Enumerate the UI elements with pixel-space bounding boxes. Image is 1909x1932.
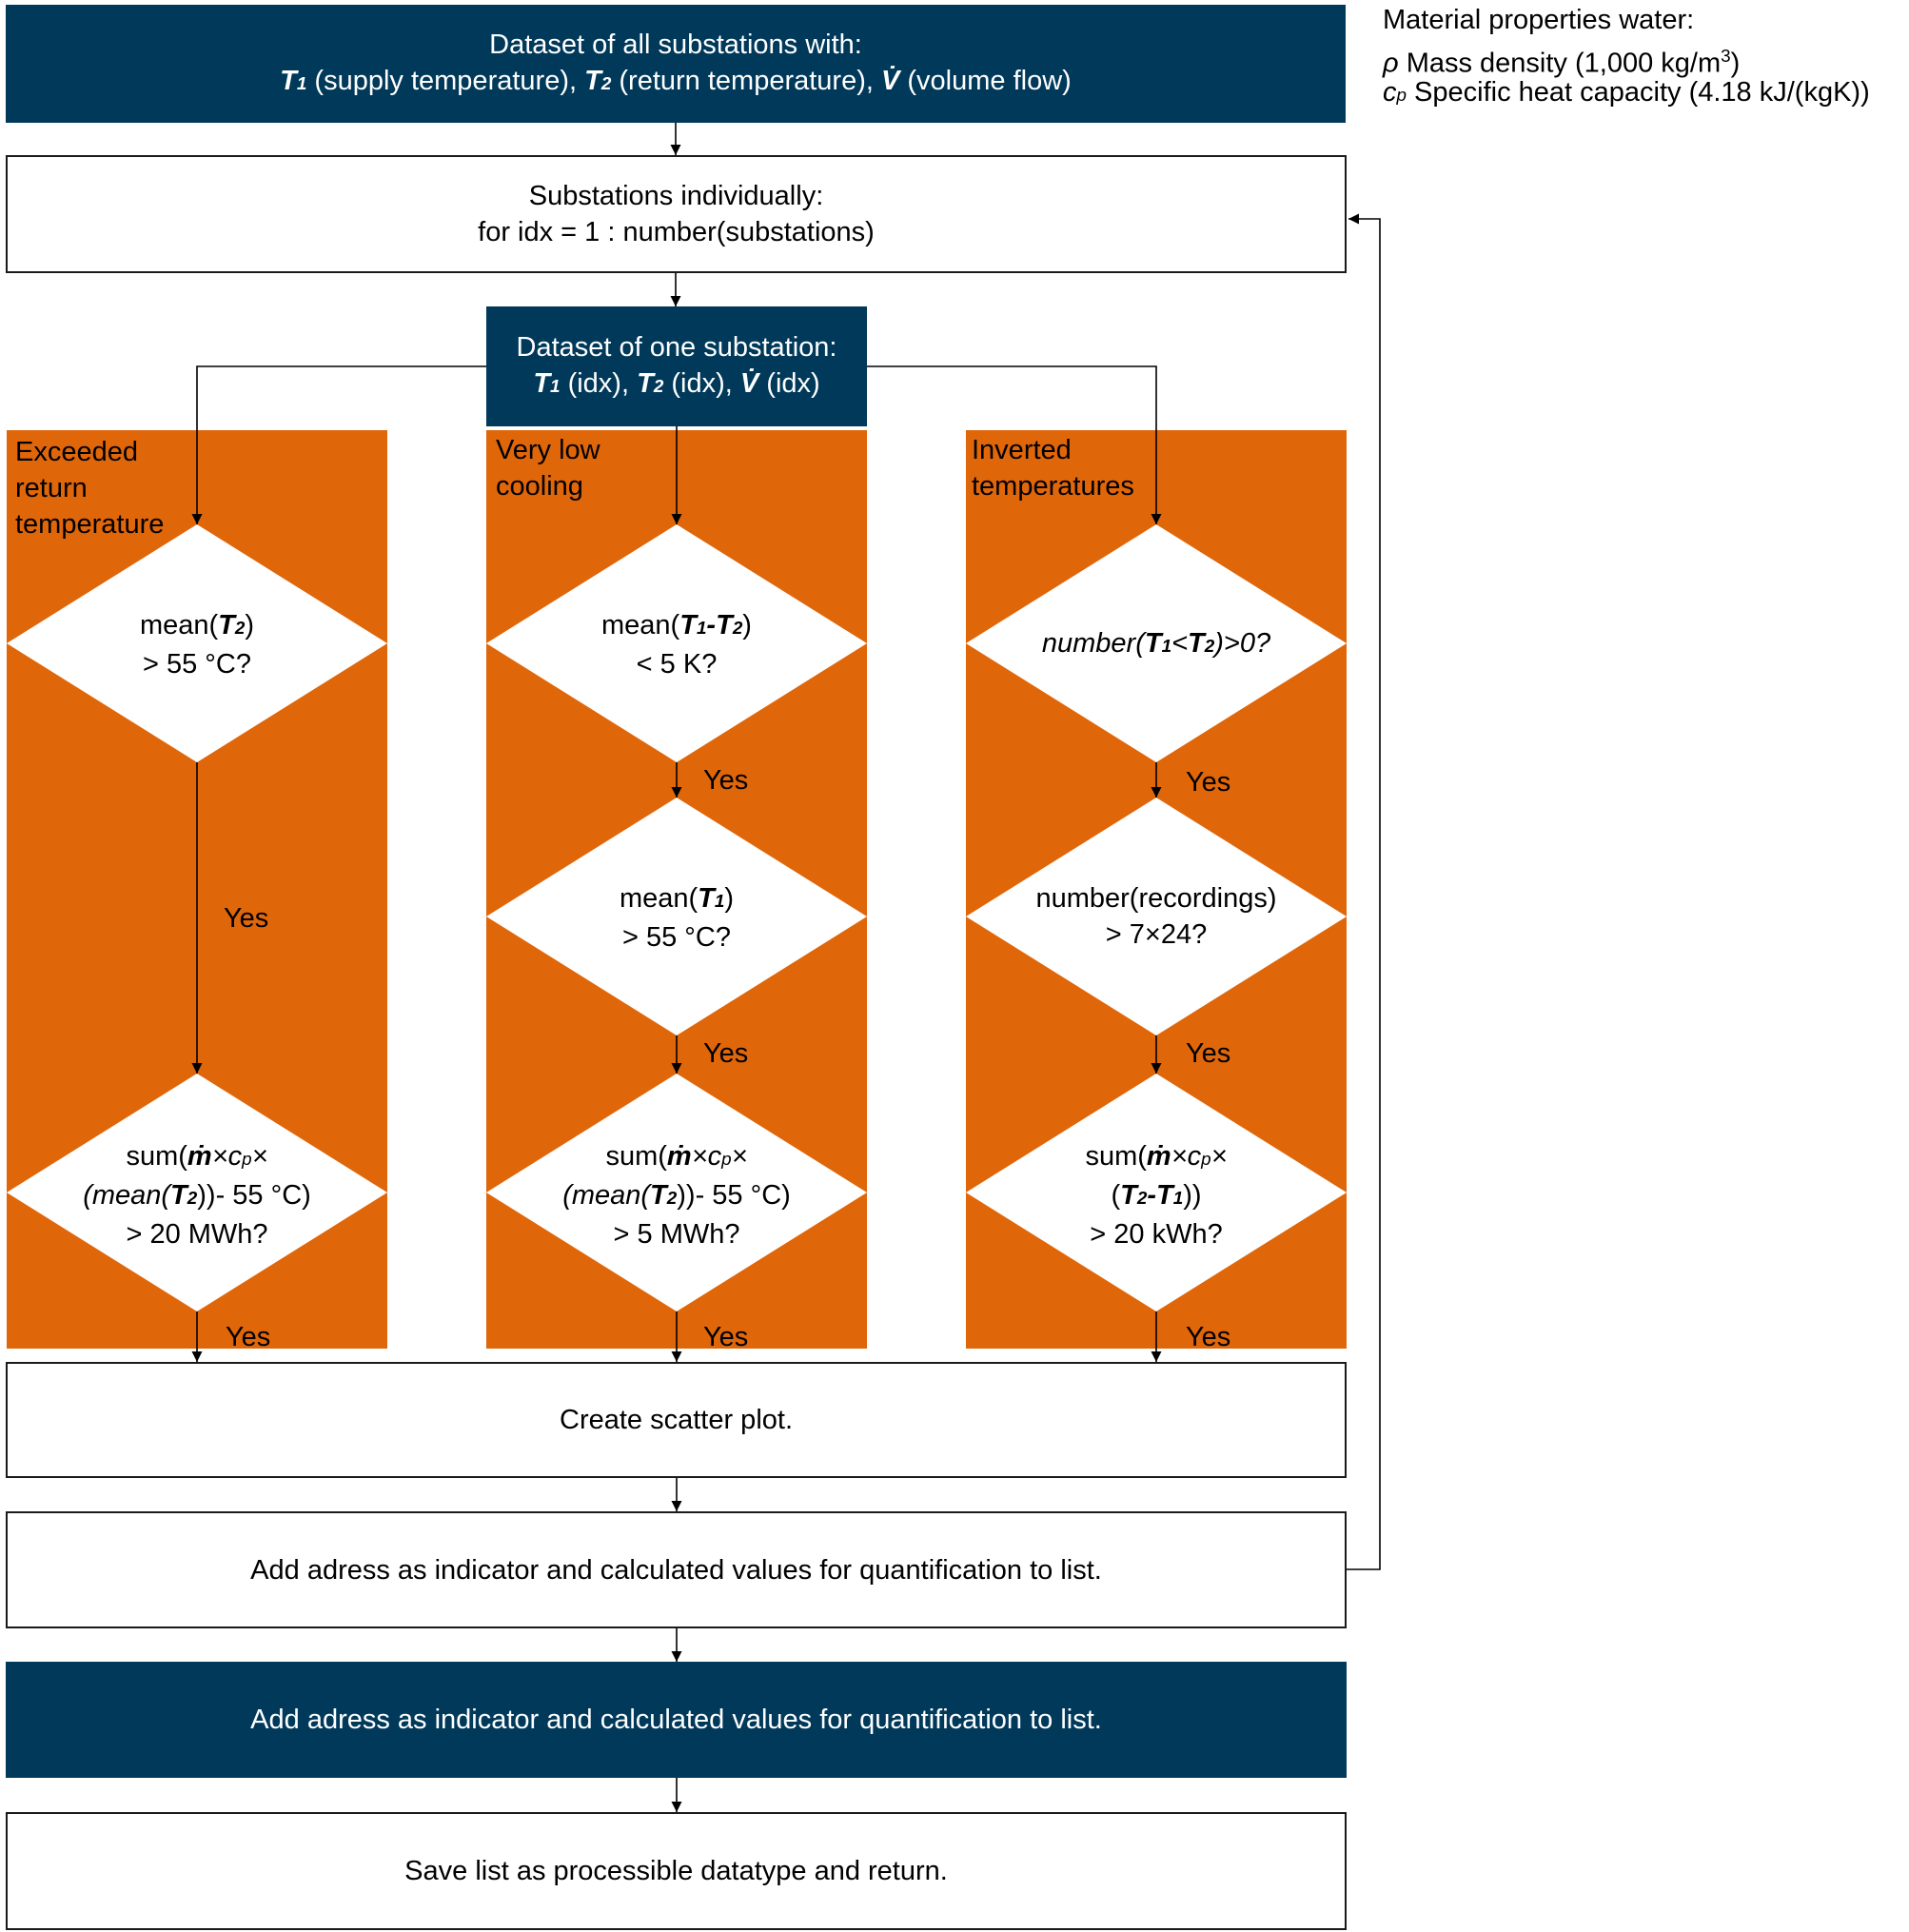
box-create-scatter-plot: Create scatter plot. (6, 1362, 1347, 1478)
panel-title-inverted-temperatures: Inverted temperatures (972, 435, 1134, 502)
yes-label-col2-bottom: Yes (703, 1322, 749, 1352)
yes-label-col2-1: Yes (703, 765, 749, 796)
material-properties-density: ρ Mass density (1,000 $kg/m^3$) (1383, 46, 1741, 79)
decision-text-sum-5mwh: sum(ṁ×cp× (mean(T2))- 55 °C) > 5 MWh? (562, 1141, 791, 1250)
box-add-address-list: Add adress as indicator and calculated values for quantification to list. (6, 1511, 1347, 1628)
yes-label-col3-bottom: Yes (1186, 1322, 1231, 1352)
yes-label-col2-2: Yes (703, 1038, 749, 1069)
decision-text-mean-t1: mean(T1) > 55 °C? (619, 883, 735, 953)
panel-title-exceeded-return-temperature: Exceeded return temperature (15, 437, 165, 540)
yes-label-col1-bottom: Yes (226, 1322, 271, 1352)
yes-label-col3-1: Yes (1186, 767, 1231, 798)
yes-label-col1-mid: Yes (224, 903, 269, 934)
decision-text-recordings: number(recordings) > 7×24? (1035, 883, 1277, 950)
box-save-list: Save list as processible datatype and return. (6, 1812, 1347, 1930)
box-add-address-list-final: Add adress as indicator and calculated values for quantification to list. (6, 1662, 1347, 1778)
decision-text-mean-t2: mean(T2) > 55 °C? (139, 610, 255, 680)
connector-loop-back (1347, 219, 1380, 1569)
box-one-substation: Dataset of one substation: T1 (idx), T2 (idx), V̇ (idx) (486, 306, 867, 426)
decision-text-sum-20kwh: sum(ṁ×cp× (T2-T1)) > 20 kWh? (1085, 1141, 1228, 1250)
decision-text-inverted-count: number(T1<T2)>0? (1041, 628, 1271, 659)
yes-label-col3-2: Yes (1186, 1038, 1231, 1069)
decision-text-mean-t1-t2: mean(T1-T2) < 5 K? (601, 610, 752, 680)
box-substations-loop: Substations individually: for idx = 1 : number(substations) (6, 155, 1347, 273)
panel-title-very-low-cooling: Very low cooling (496, 435, 600, 502)
box-all-substations: Dataset of all substations with: T1 (supply temperature), T2 (return temperature), V̇ (volume flow) (6, 5, 1346, 123)
material-properties-title: Material properties water: (1383, 5, 1695, 35)
decision-text-sum-20mwh: sum(ṁ×cp× (mean(T2))- 55 °C) > 20 MWh? (83, 1141, 311, 1250)
material-properties-heat-capacity: cp Specific heat capacity (4.18 kJ/(kgK)) (1383, 77, 1870, 108)
